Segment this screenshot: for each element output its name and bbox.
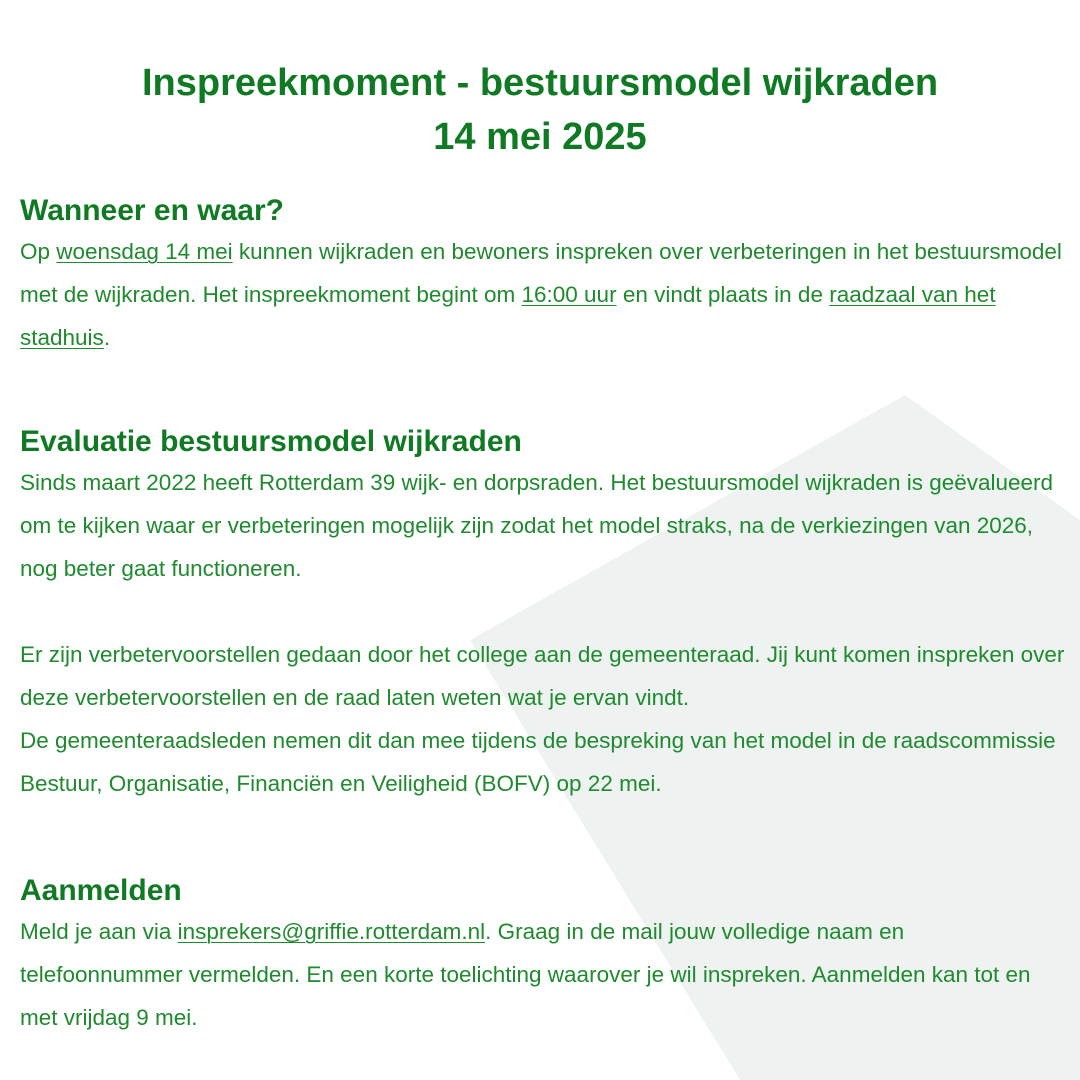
text-segment: Op	[20, 239, 57, 264]
section-signup	[20, 873, 1065, 1039]
text-segment: .	[103, 325, 111, 350]
time-highlight: 16:00 uur	[521, 282, 617, 307]
page-title-line-2: 14 mei 2025	[433, 116, 647, 158]
text-segment: en vindt plaats in de	[616, 282, 830, 307]
text-segment: Meld je aan via	[20, 919, 178, 944]
section-heading-when-where: Wanneer en waar?	[20, 194, 284, 227]
email-link[interactable]: insprekers@griffie.rotterdam.nl	[177, 919, 486, 944]
evaluation-paragraph-2: Er zijn verbetervoorstellen gedaan door het college aan de gemeenteraad. Jij kunt komen inspreken over deze verbetervoorstellen en de raad laten weten wat je ervan vindt.	[20, 642, 1065, 710]
signup-paragraph	[20, 910, 1065, 1039]
evaluation-paragraph-1: Sinds maart 2022 heeft Rotterdam 39 wijk- en dorpsraden. Het bestuursmodel wijkraden is geëvalueerd om te kijken waar er verbeteringen mogelijk zijn zodat het model straks, na de verkiezingen van 2026, nog beter gaat functioneren.	[20, 470, 1054, 581]
section-heading-evaluation: Evaluatie bestuursmodel wijkraden	[20, 425, 522, 458]
text-segment: . Graag in de mail jouw volledige naam en telefoonnummer vermelden. En een korte toelichting waarover je wil inspreken. Aanmelden kan tot en met vrijdag 9 mei.	[20, 919, 1031, 1030]
section-when-where	[20, 193, 1065, 359]
section-heading-signup: Aanmelden	[20, 874, 182, 907]
date-highlight: woensdag 14 mei	[56, 239, 233, 264]
section-evaluation	[20, 424, 1065, 805]
when-where-paragraph	[20, 230, 1065, 359]
location-highlight: raadzaal van het stadhuis	[20, 282, 996, 350]
text-segment: kunnen wijkraden en bewoners inspreken over verbeteringen in het bestuursmodel met de wijkraden. Het inspreekmoment begint om	[20, 239, 1062, 307]
evaluation-paragraph-3: De gemeenteraadsleden nemen dit dan mee tijdens de bespreking van het model in de raadscommissie Bestuur, Organisatie, Financiën en Veiligheid (BOFV) op 22 mei.	[20, 728, 1056, 796]
page-title-line-1: Inspreekmoment - bestuursmodel wijkraden	[141, 62, 939, 104]
paragraph-gap	[20, 590, 1065, 633]
page-title	[0, 56, 1080, 164]
